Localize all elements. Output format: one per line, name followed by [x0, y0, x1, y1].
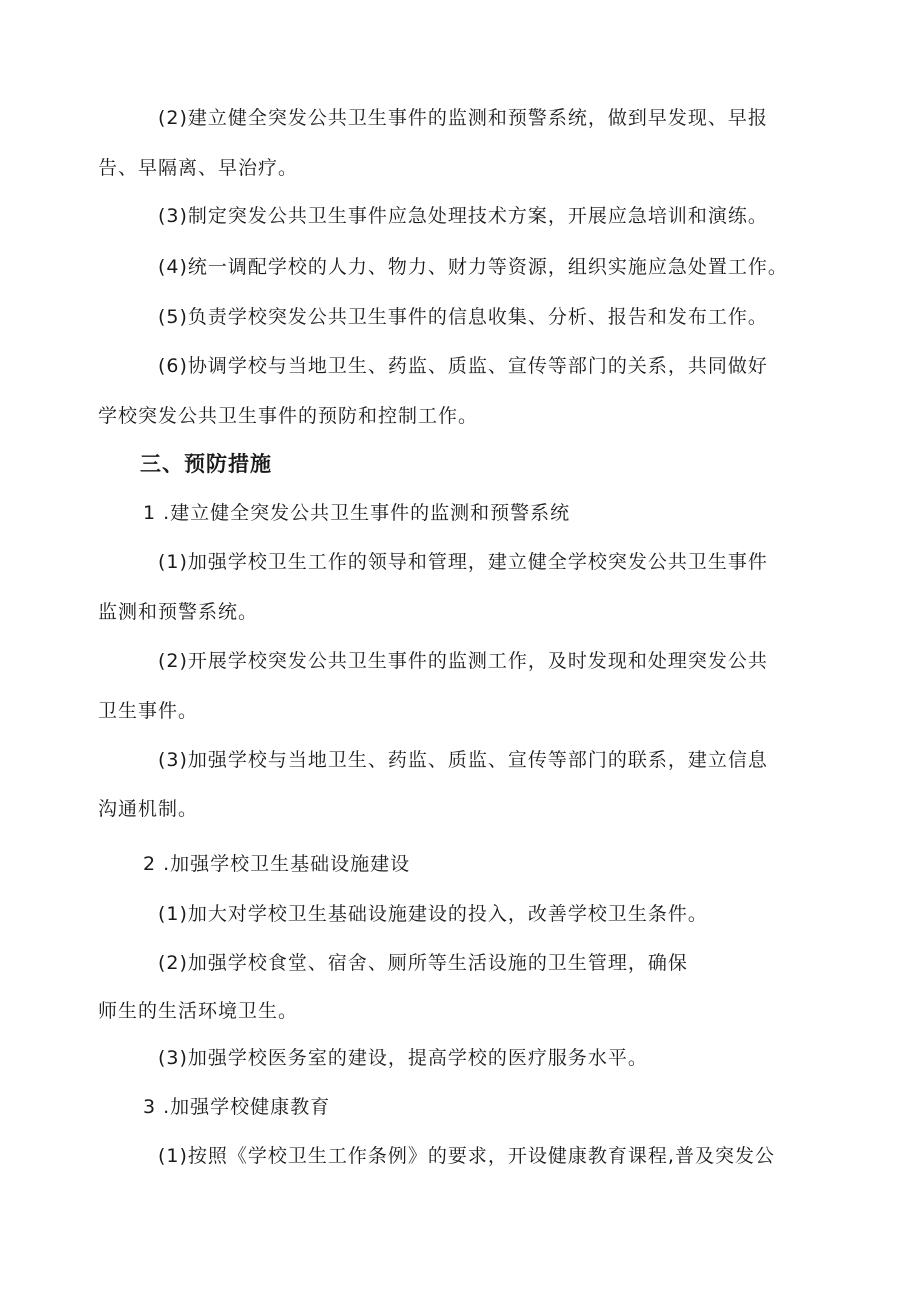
- paragraph-line: (2)建立健全突发公共卫生事件的监测和预警系统，做到早发现、早报: [158, 107, 768, 129]
- paragraph-line: 告、早隔离、早治疗。: [98, 157, 299, 179]
- paragraph-line: (3)制定突发公共卫生事件应急处理技术方案，开展应急培训和演练。: [158, 205, 768, 227]
- paragraph-line: 沟通机制。: [98, 798, 199, 820]
- subsection-heading: 1 .建立健全突发公共卫生事件的监测和预警系统: [143, 502, 571, 524]
- paragraph-line: 监测和预警系统。: [98, 601, 259, 623]
- paragraph-line: (6)协调学校与当地卫生、药监、质监、宣传等部门的关系，共同做好: [158, 355, 768, 377]
- subsection-heading: 2 .加强学校卫生基础设施建设: [143, 853, 411, 875]
- paragraph-line: (5)负责学校突发公共卫生事件的信息收集、分析、报告和发布工作。: [158, 306, 768, 328]
- paragraph-line: 学校突发公共卫生事件的预防和控制工作。: [98, 405, 479, 427]
- subsection-heading: 3 .加强学校健康教育: [143, 1096, 331, 1118]
- paragraph-line: (2)加强学校食堂、宿舍、厕所等生活设施的卫生管理，确保: [158, 952, 688, 974]
- paragraph-line: (1)加大对学校卫生基础设施建设的投入，改善学校卫生条件。: [158, 903, 708, 925]
- paragraph-line: 卫生事件。: [98, 700, 199, 722]
- paragraph-line: 师生的生活环境卫生。: [98, 1000, 299, 1022]
- paragraph-line: (2)开展学校突发公共卫生事件的监测工作，及时发现和处理突发公共: [158, 650, 768, 672]
- paragraph-line: (1)加强学校卫生工作的领导和管理，建立健全学校突发公共卫生事件: [158, 551, 768, 573]
- paragraph-line: (3)加强学校医务室的建设，提高学校的医疗服务水平。: [158, 1047, 648, 1069]
- paragraph-line: (3)加强学校与当地卫生、药监、质监、宣传等部门的联系，建立信息: [158, 749, 768, 771]
- section-heading: 三、预防措施: [140, 452, 272, 476]
- paragraph-line: (4)统一调配学校的人力、物力、财力等资源，组织实施应急处置工作。: [158, 256, 788, 278]
- paragraph-line: (1)按照《学校卫生工作条例》的要求，开设健康教育课程,普及突发公: [158, 1145, 775, 1167]
